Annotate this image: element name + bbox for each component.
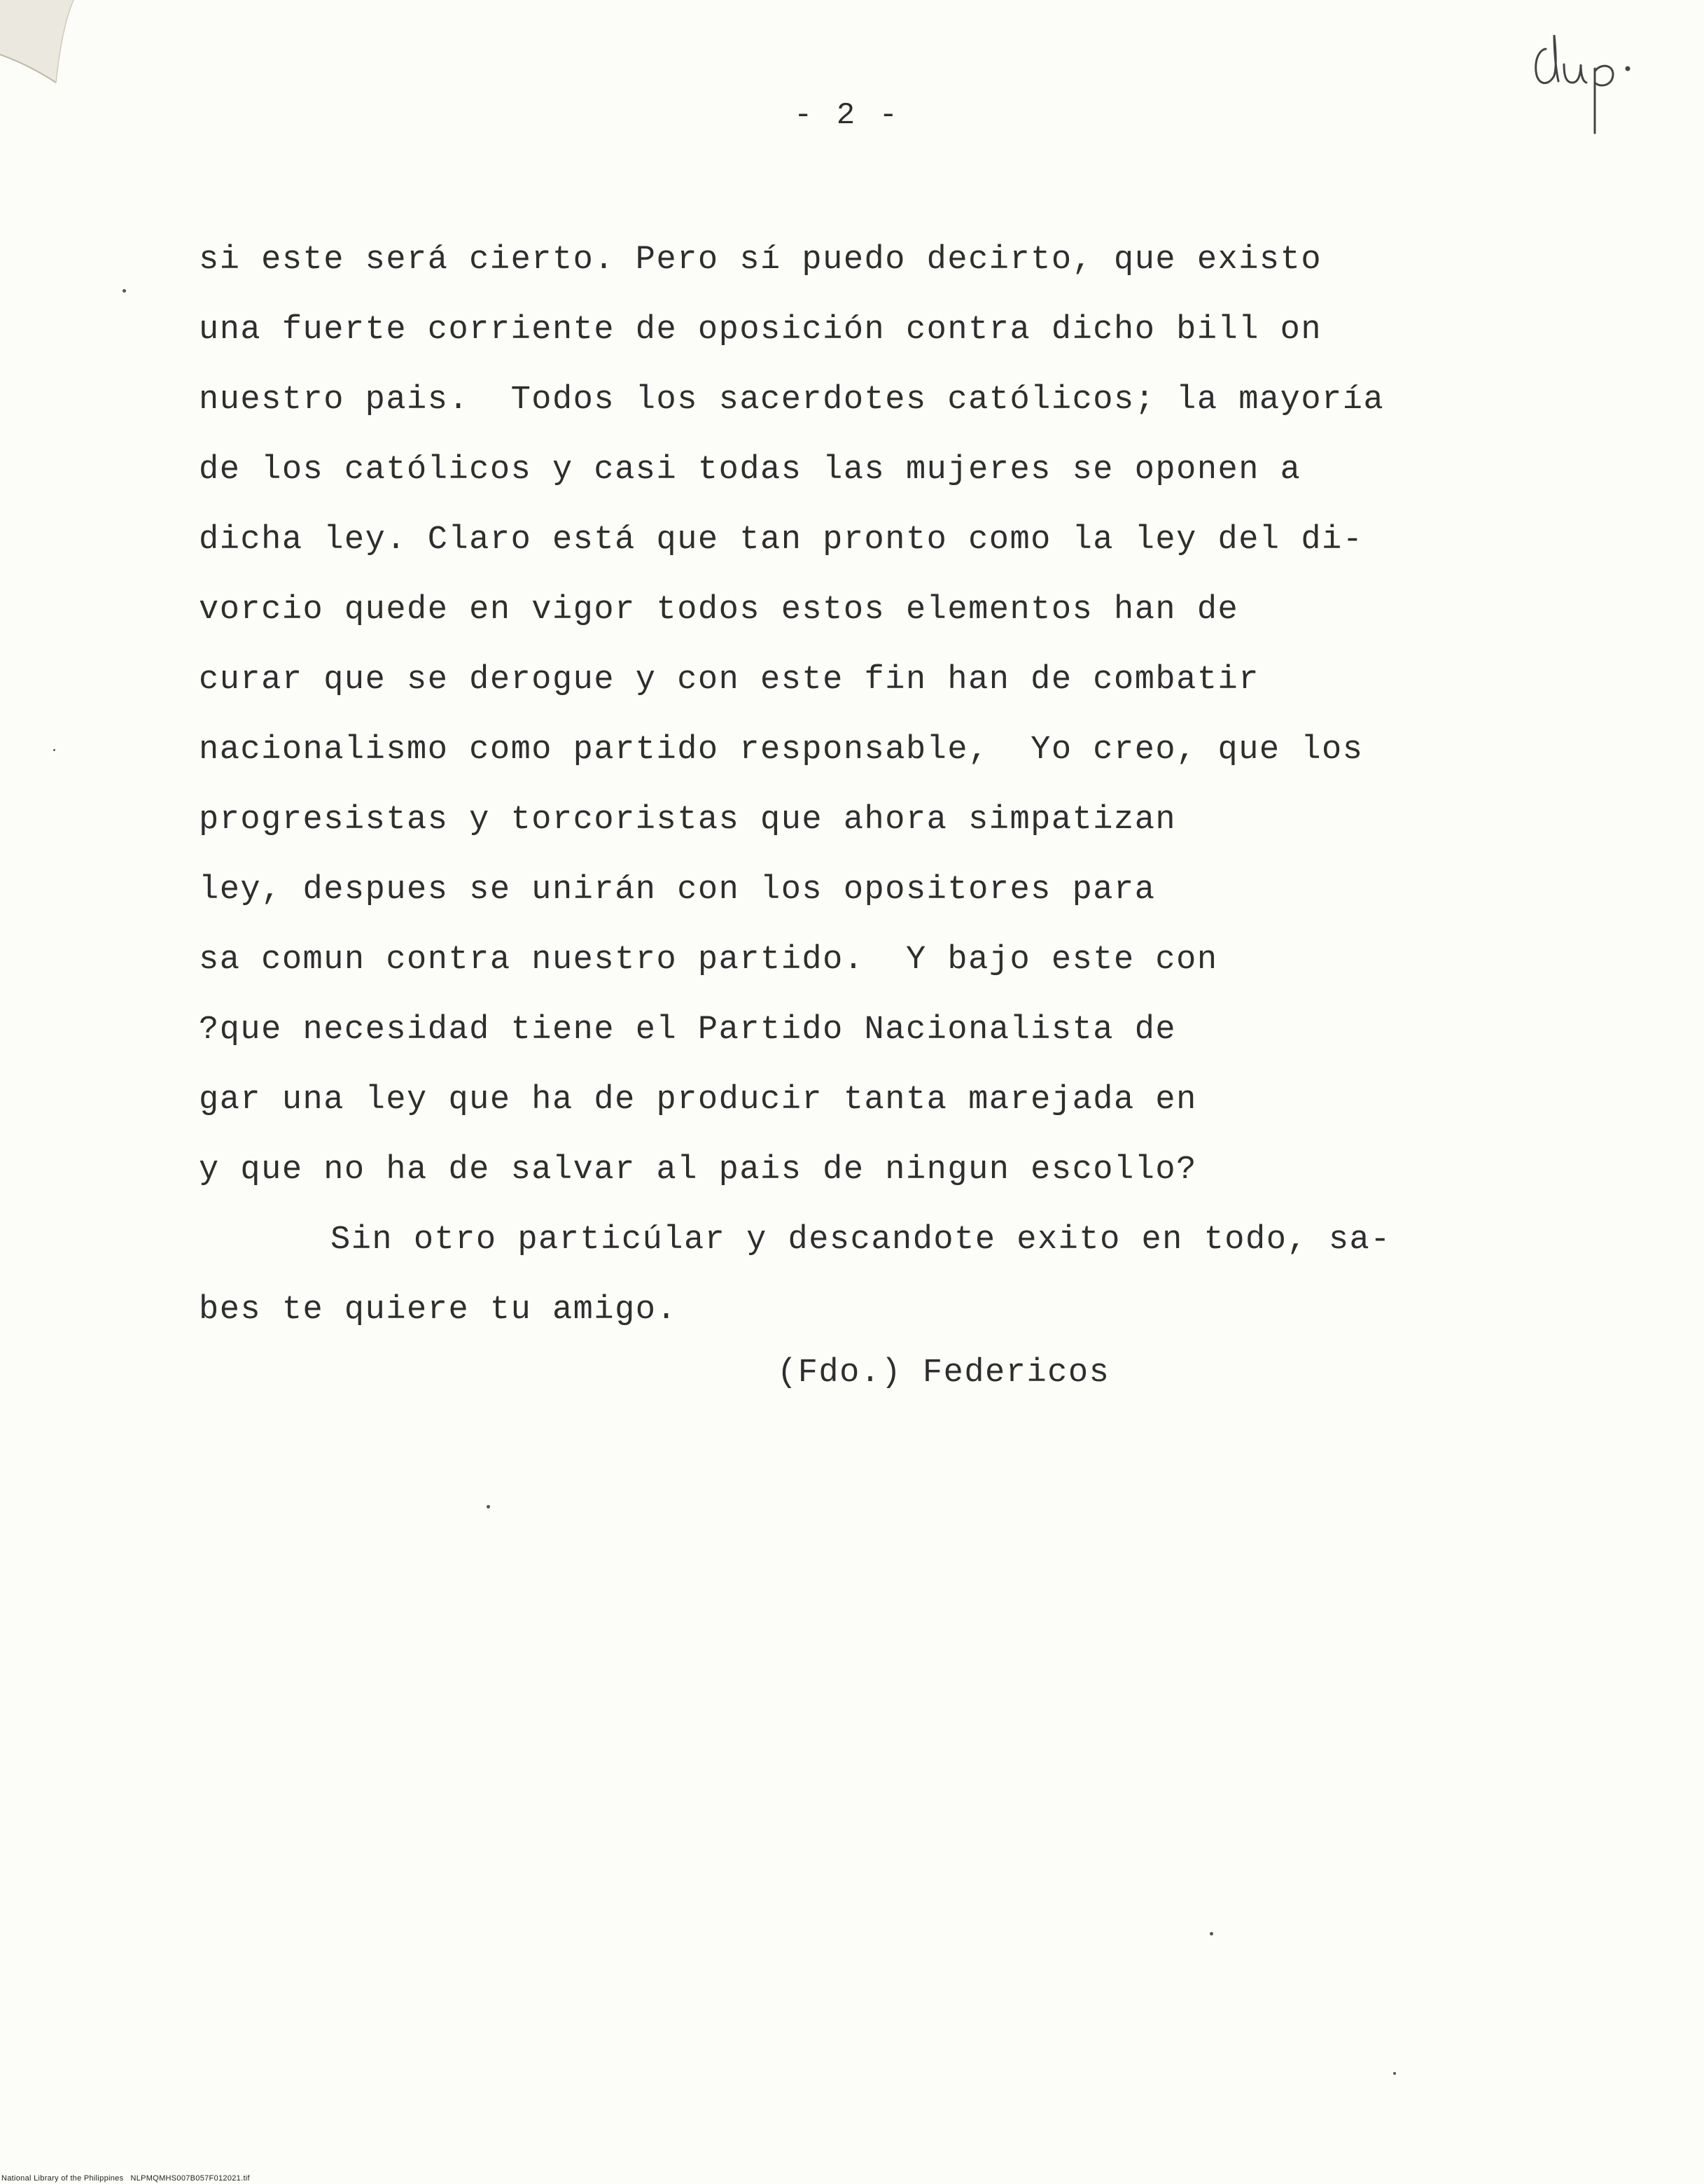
annotation-text: dup. — [1526, 28, 1528, 29]
folded-corner — [0, 0, 84, 84]
paper-speck — [1210, 1932, 1213, 1935]
paper-speck — [53, 749, 55, 751]
signature: (Fdo.) Federicos — [777, 1354, 1110, 1392]
letter-line: vorcio quede en vigor todos estos elementos han de — [199, 592, 1239, 629]
letter-line: si este será cierto. Pero sí puedo decirto, que existo — [199, 241, 1322, 279]
paper-speck — [1393, 2072, 1396, 2075]
paper-speck — [123, 289, 126, 293]
letter-line: progresistas y torcoristas que ahora simpatizan — [199, 802, 1177, 839]
letter-body — [199, 239, 1529, 1359]
archive-name: National Library of the Philippines — [1, 2174, 124, 2183]
page-number: - 2 - — [793, 98, 901, 133]
letter-line: de los católicos y casi todas las mujeres se oponen a — [199, 451, 1301, 489]
letter-line: ley, despues se unirán con los opositores para — [199, 872, 1156, 909]
letter-line: curar que se derogue y con este fin han de combatir — [199, 662, 1259, 699]
letter-line: gar una ley que ha de producir tanta marejada en — [199, 1082, 1197, 1119]
paper-speck — [487, 1505, 490, 1508]
closing-line: Sin otro particúlar y descandote exito en todo, sa- — [330, 1222, 1391, 1259]
letter-line: nacionalismo como partido responsable, Yo creo, que los — [199, 732, 1364, 769]
file-id: NLPMQMHS007B057F012021.tif — [130, 2174, 250, 2183]
handwritten-annotation — [1526, 28, 1652, 140]
letter-line: y que no ha de salvar al pais de ningun escollo? — [199, 1152, 1197, 1189]
letter-line: sa comun contra nuestro partido. Y bajo este con — [199, 941, 1218, 979]
letter-line: nuestro pais. Todos los sacerdotes católicos; la mayoría — [199, 382, 1385, 419]
letter-line: ?que necesidad tiene el Partido Nacionalista de — [199, 1011, 1177, 1049]
closing-line: bes te quiere tu amigo. — [199, 1292, 678, 1329]
archive-footer — [1, 2174, 250, 2183]
letter-line: una fuerte corriente de oposición contra dicho bill on — [199, 312, 1322, 349]
letter-line: dicha ley. Claro está que tan pronto como la ley del di- — [199, 522, 1364, 559]
